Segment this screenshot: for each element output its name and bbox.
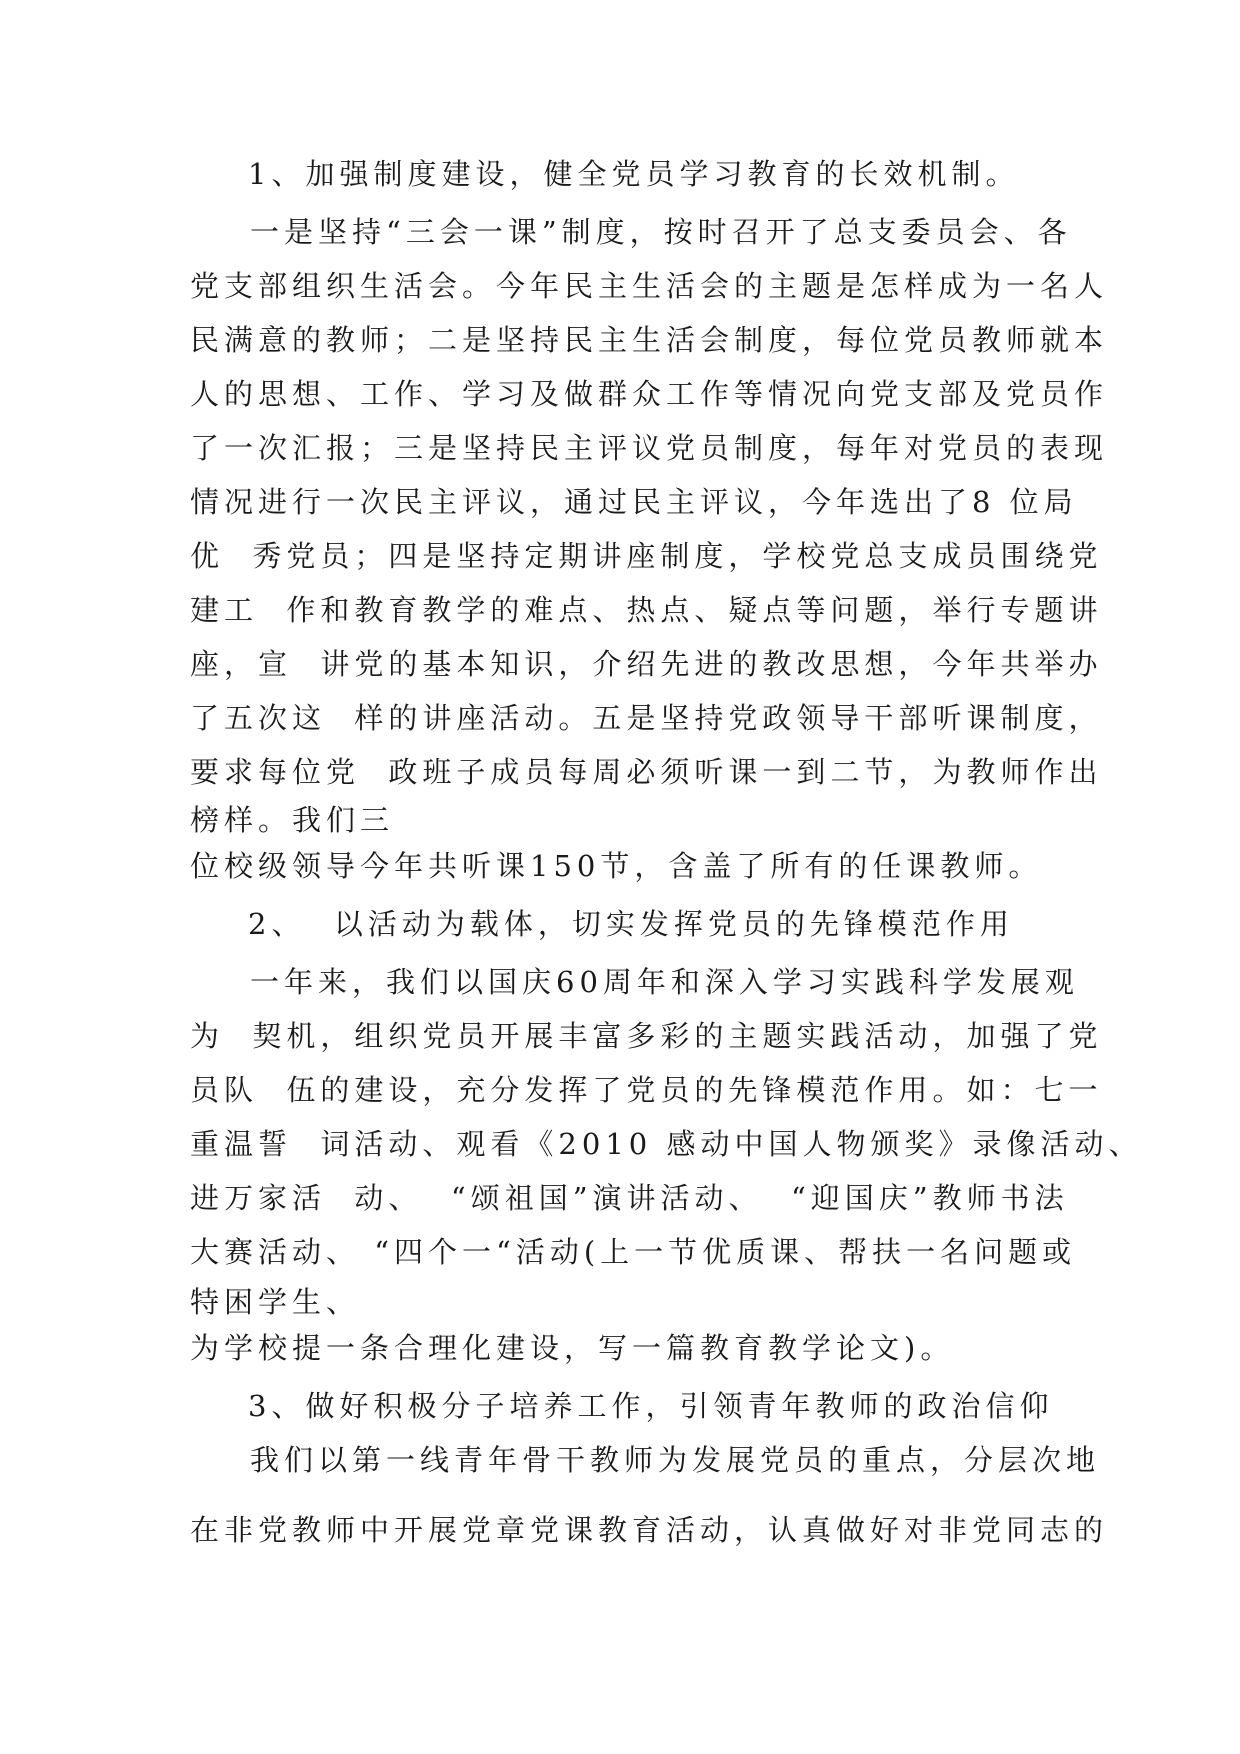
paragraph-line: 榜样。我们三: [190, 803, 395, 837]
paragraph-line: 员队 伍的建设，充分发挥了党员的先锋模范作用。如：七一: [190, 1073, 1103, 1107]
paragraph-line: 优 秀党员；四是坚持定期讲座制度，学校党总支成员围绕党: [190, 539, 1103, 573]
paragraph-line: 我们以第一线青年骨干教师为发展党员的重点，分层次地: [250, 1443, 1101, 1477]
paragraph-line: 一年来，我们以国庆60周年和深入学习实践科学发展观: [250, 965, 1079, 999]
paragraph-line: 民满意的教师；二是坚持民主生活会制度，每位党员教师就本: [190, 323, 1109, 357]
paragraph-line: 一是坚持“三会一课”制度，按时召开了总支委员会、各: [250, 215, 1072, 249]
paragraph-line: 位校级领导今年共听课150节，含盖了所有的任课教师。: [190, 849, 1043, 883]
paragraph-line: 了一次汇报；三是坚持民主评议党员制度，每年对党员的表现: [190, 431, 1109, 465]
section-heading-1: 1、加强制度建设，健全党员学习教育的长效机制。: [248, 157, 1020, 191]
paragraph-line: 了五次这 样的讲座活动。五是坚持党政领导干部听课制度，: [190, 701, 1103, 735]
paragraph-line: 为 契机，组织党员开展丰富多彩的主题实践活动，加强了党: [190, 1019, 1103, 1053]
paragraph-line: 特困学生、: [190, 1285, 361, 1319]
paragraph-line: 座，宣 讲党的基本知识，介绍先进的教改思想，今年共举办: [190, 647, 1103, 681]
paragraph-line: 人的思想、工作、学习及做群众工作等情况向党支部及党员作: [190, 377, 1109, 411]
paragraph-line: 党支部组织生活会。今年民主生活会的主题是怎样成为一名人: [190, 269, 1109, 303]
paragraph-line: 进万家活 动、 “颂祖国”演讲活动、 “迎国庆”教师书法: [190, 1181, 1069, 1215]
paragraph-line: 要求每位党 政班子成员每周必须听课一到二节，为教师作出: [190, 755, 1103, 789]
paragraph-line: 为学校提一条合理化建设，写一篇教育教学论文)。: [190, 1331, 955, 1365]
paragraph-line: 情况进行一次民主评议，通过民主评议，今年选出了8 位局: [190, 485, 1078, 519]
paragraph-line: 重温誓 词活动、观看《2010 感动中国人物颁奖》录像活动、: [190, 1127, 1143, 1161]
section-heading-2: 2、 以活动为载体，切实发挥党员的先锋模范作用: [248, 907, 1014, 941]
paragraph-line: 在非党教师中开展党章党课教育活动，认真做好对非党同志的: [190, 1513, 1109, 1547]
paragraph-line: 大赛活动、 “四个一“活动(上一节优质课、帮扶一名问题或: [190, 1235, 1077, 1269]
paragraph-line: 建工 作和教育教学的难点、热点、疑点等问题，举行专题讲: [190, 593, 1103, 627]
section-heading-3: 3、做好积极分子培养工作，引领青年教师的政治信仰: [248, 1389, 1054, 1423]
